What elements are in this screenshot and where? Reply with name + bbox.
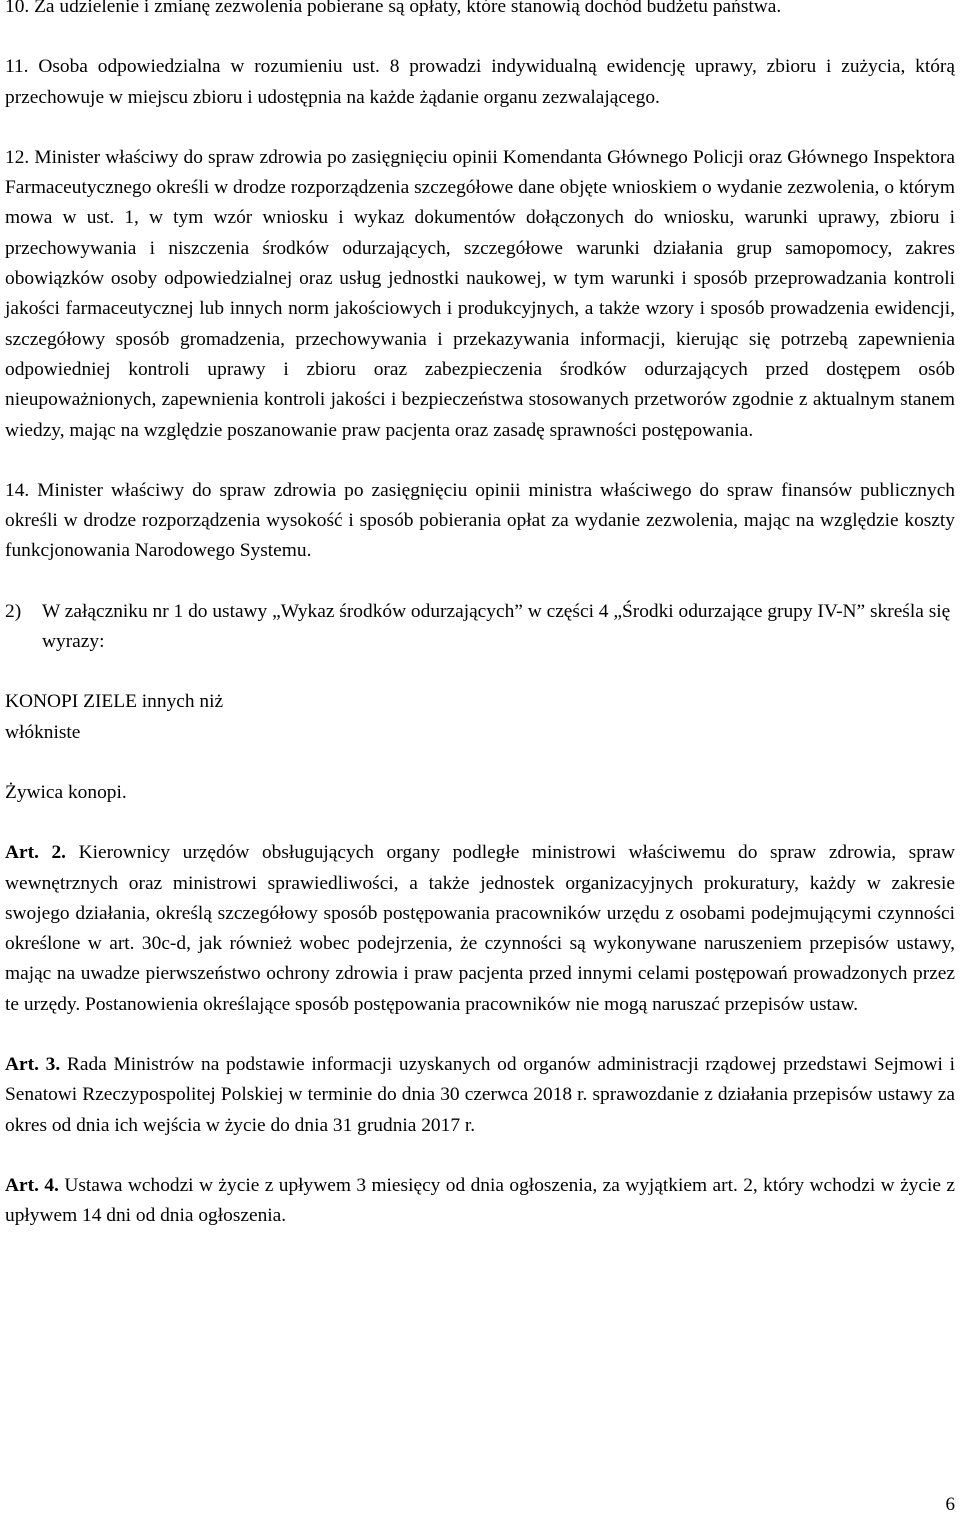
paragraph-14: 14. Minister właściwy do spraw zdrowia po zasięgnięciu opinii ministra właściwego do spraw finansów publicznych określi w drodze rozporządzenia wysokość i sposób pobierania opłat za wydanie zezwolenia, mając na względzie koszty funkcjonowania Narodowego Systemu. — [5, 479, 955, 562]
article-2-text: Kierownicy urzędów obsługujących organy podległe ministrowi właściwemu do spraw zdrowia, spraw wewnętrznych oraz ministrowi sprawiedliwości, a także jednostek organizacyjnych prokuratury, każdy w zakresie swojego działania, określą szczegółowy sposób postępowania pracowników urzędu z osobami podejmującymi czynności określone w art. 30c-d, jak również wobec podejrzenia, że czynności są wykonywane naruszeniem przepisów ustawy, mając na uwadze pierwszeństwo ochrony zdrowia i praw pacjenta przed innymi celami postępowań prowadzonych przez te urzędy. Postanowienia określające sposób postępowania pracowników nie mogą naruszać przepisów ustaw. — [5, 842, 955, 1015]
list-item-number: 2) — [5, 600, 22, 622]
list-item-2 — [5, 597, 955, 658]
article-2 — [5, 838, 955, 1020]
paragraph-10: 10. Za udzielenie i zmianę zezwolenia pobierane są opłaty, które stanowią dochód budżetu państwa. — [5, 0, 782, 17]
article-4-text: Ustawa wchodzi w życie z upływem 3 miesięcy od dnia ogłoszenia, za wyjątkiem art. 2, który wchodzi w życie z upływem 14 dni od dnia ogłoszenia. — [5, 1174, 955, 1227]
paragraph-12: 12. Minister właściwy do spraw zdrowia po zasięgnięciu opinii Komendanta Głównego Policji oraz Głównego Inspektora Farmaceutycznego określi w drodze rozporządzenia szczegółowe dane objęte wnioskiem o wydanie zezwolenia, o którym mowa w ust. 1, w tym wzór wniosku i wykaz dokumentów dołączonych do wniosku, warunki uprawy, zbioru i przechowywania i niszczenia środków odurzających, szczegółowe warunki działania grup samopomocy, zakres obowiązków osoby odpowiedzialnej oraz usług jednostki naukowej, w tym warunki i sposób przeprowadzania kontroli jakości farmaceutycznej lub innych norm jakościowych i produkcyjnych, a także wzory i sposób prowadzenia ewidencji, szczegółowy sposób gromadzenia, przechowywania i przekazywania informacji, kierując się potrzebą zapewnienia odpowiedniej kontroli uprawy i zbioru oraz zabezpieczenia środków odurzających przed dostępem osób nieupoważnionych, zapewnienia kontroli jakości i bezpieczeństwa stosowanych przetworów zgodnie z aktualnym stanem wiedzy, mając na względzie poszanowanie praw pacjenta oraz zasadę sprawności postępowania. — [5, 146, 955, 441]
zywica-entry: Żywica konopi. — [5, 781, 127, 803]
page-number: 6 — [945, 1494, 955, 1515]
article-3 — [5, 1050, 955, 1141]
article-4 — [5, 1171, 955, 1232]
article-4-label: Art. 4. — [5, 1174, 59, 1196]
konopi-entry-line2: włókniste — [5, 721, 81, 743]
article-2-label: Art. 2. — [5, 842, 67, 864]
article-3-label: Art. 3. — [5, 1054, 61, 1076]
document-page — [5, 0, 955, 1232]
list-item-text: W załączniku nr 1 do ustawy „Wykaz środków odurzających” w części 4 „Środki odurzające grupy IV-N” skreśla się wyrazy: — [42, 600, 951, 653]
paragraph-11: 11. Osoba odpowiedzialna w rozumieniu ust. 8 prowadzi indywidualną ewidencję uprawy, zbioru i zużycia, którą przechowuje w miejscu zbioru i udostępnia na każde żądanie organu zezwalającego. — [5, 56, 955, 108]
article-3-text: Rada Ministrów na podstawie informacji uzyskanych od organów administracji rządowej przedstawi Sejmowi i Senatowi Rzeczypospolitej Polskiej w terminie do dnia 30 czerwca 2018 r. sprawozdanie z działania przepisów ustawy za okres od dnia ich wejścia w życie do dnia 31 grudnia 2017 r. — [5, 1054, 955, 1136]
konopi-entry-line1: KONOPI ZIELE innych niż — [5, 691, 224, 713]
